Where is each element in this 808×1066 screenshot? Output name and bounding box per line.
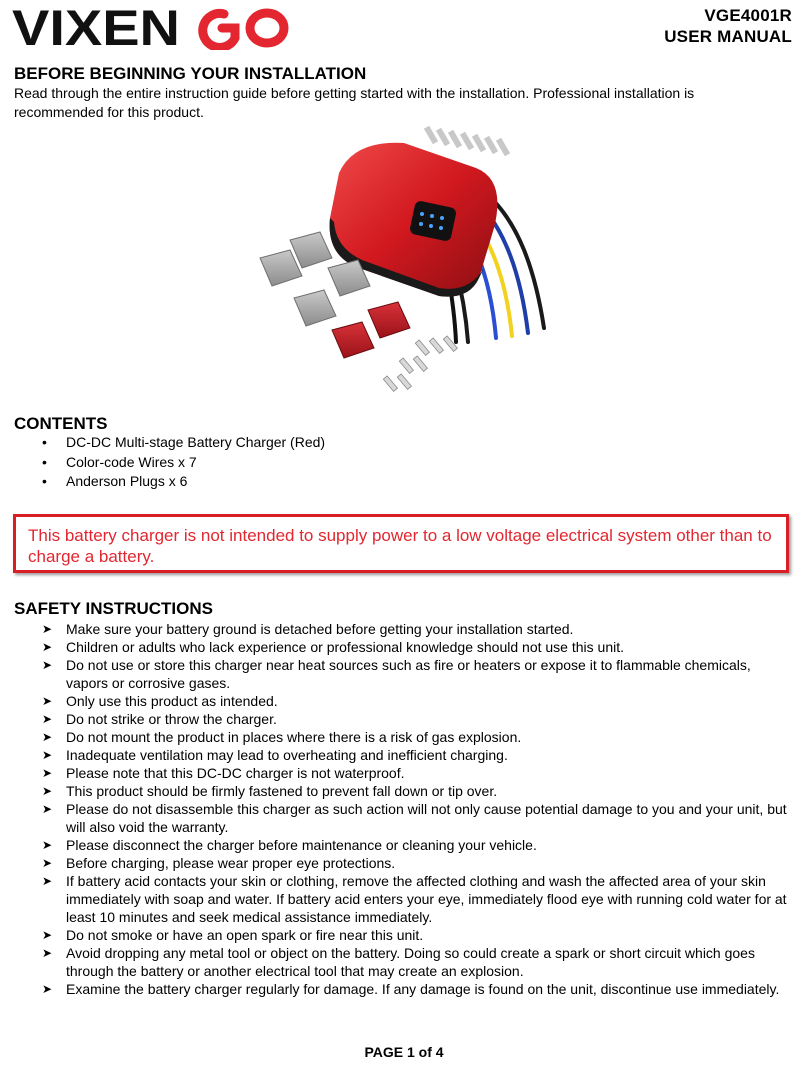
arrow-bullet-icon: ➤ xyxy=(42,982,53,996)
arrow-bullet-icon: ➤ xyxy=(42,712,53,726)
vixen-go-logo xyxy=(12,4,292,50)
safety-list xyxy=(42,620,792,998)
svg-text:VIXEN: VIXEN xyxy=(12,4,180,50)
doc-type: USER MANUAL xyxy=(664,27,792,46)
arrow-bullet-icon: ➤ xyxy=(42,946,53,960)
intro-text: Read through the entire instruction guide before getting started with the installation. Professional installation is recommended for this product. xyxy=(14,85,695,120)
list-item: • Color-code Wires x 7 xyxy=(42,453,325,473)
arrow-bullet-icon: ➤ xyxy=(42,802,53,816)
list-item: ➤ Please note that this DC-DC charger is not waterproof. xyxy=(42,765,405,781)
list-item: ➤ This product should be firmly fastened to prevent fall down or tip over. xyxy=(42,783,498,799)
list-item: ➤ Do not use or store this charger near heat sources such as fire or heaters or expose it to flammable chemicals, vapors or corrosive gases. xyxy=(42,657,751,691)
warning-text: This battery charger is not intended to supply power to a low voltage electrical system other than to charge a battery. xyxy=(28,526,772,566)
list-item: ➤ Only use this product as intended. xyxy=(42,693,278,709)
list-item: ➤ Please disconnect the charger before maintenance or cleaning your vehicle. xyxy=(42,837,537,853)
list-item: • DC-DC Multi-stage Battery Charger (Red) xyxy=(42,433,325,453)
list-item: ➤ Please do not disassemble this charger as such action will not only cause potential damage to you and your unit, but will also void the warranty. xyxy=(42,801,787,835)
arrow-bullet-icon: ➤ xyxy=(42,874,53,888)
list-item: ➤ Before charging, please wear proper eye protections. xyxy=(42,855,396,871)
warning-box xyxy=(13,514,789,573)
arrow-bullet-icon: ➤ xyxy=(42,622,53,636)
arrow-bullet-icon: ➤ xyxy=(42,640,53,654)
arrow-bullet-icon: ➤ xyxy=(42,928,53,942)
contents-list xyxy=(42,433,325,492)
list-item: ➤ Inadequate ventilation may lead to overheating and inefficient charging. xyxy=(42,747,508,763)
list-item: ➤ Examine the battery charger regularly for damage. If any damage is found on the unit, discontinue use immediately. xyxy=(42,981,780,997)
product-photo xyxy=(244,118,564,418)
arrow-bullet-icon: ➤ xyxy=(42,856,53,870)
arrow-bullet-icon: ➤ xyxy=(42,658,53,672)
document-header xyxy=(664,5,792,47)
arrow-bullet-icon: ➤ xyxy=(42,766,53,780)
list-item: ➤ If battery acid contacts your skin or clothing, remove the affected clothing and wash the affected area of your skin immediately with soap and water. If battery acid enters your eye, immediately flood eye with running cold water for at least 10 minutes and seek medical assistance immediately. xyxy=(42,873,787,925)
arrow-bullet-icon: ➤ xyxy=(42,730,53,744)
list-item: • Anderson Plugs x 6 xyxy=(42,472,325,492)
list-item: ➤ Do not mount the product in places where there is a risk of gas explosion. xyxy=(42,729,522,745)
page-number: PAGE 1 of 4 xyxy=(364,1044,444,1060)
model-number: VGE4001R xyxy=(704,6,792,25)
safety-heading: SAFETY INSTRUCTIONS xyxy=(14,599,213,618)
arrow-bullet-icon: ➤ xyxy=(42,784,53,798)
list-item: ➤ Children or adults who lack experience or professional knowledge should not use this unit. xyxy=(42,639,624,655)
list-item: ➤ Do not strike or throw the charger. xyxy=(42,711,277,727)
arrow-bullet-icon: ➤ xyxy=(42,838,53,852)
list-item: ➤ Make sure your battery ground is detached before getting your installation started. xyxy=(42,621,574,637)
arrow-bullet-icon: ➤ xyxy=(42,694,53,708)
list-item: ➤ Do not smoke or have an open spark or fire near this unit. xyxy=(42,927,424,943)
contents-heading: CONTENTS xyxy=(14,414,108,433)
list-item: ➤ Avoid dropping any metal tool or object on the battery. Doing so could create a spark or short circuit which goes through the battery or another electrical tool that may create an explosion. xyxy=(42,945,755,979)
intro-heading: BEFORE BEGINNING YOUR INSTALLATION xyxy=(14,64,367,83)
arrow-bullet-icon: ➤ xyxy=(42,748,53,762)
